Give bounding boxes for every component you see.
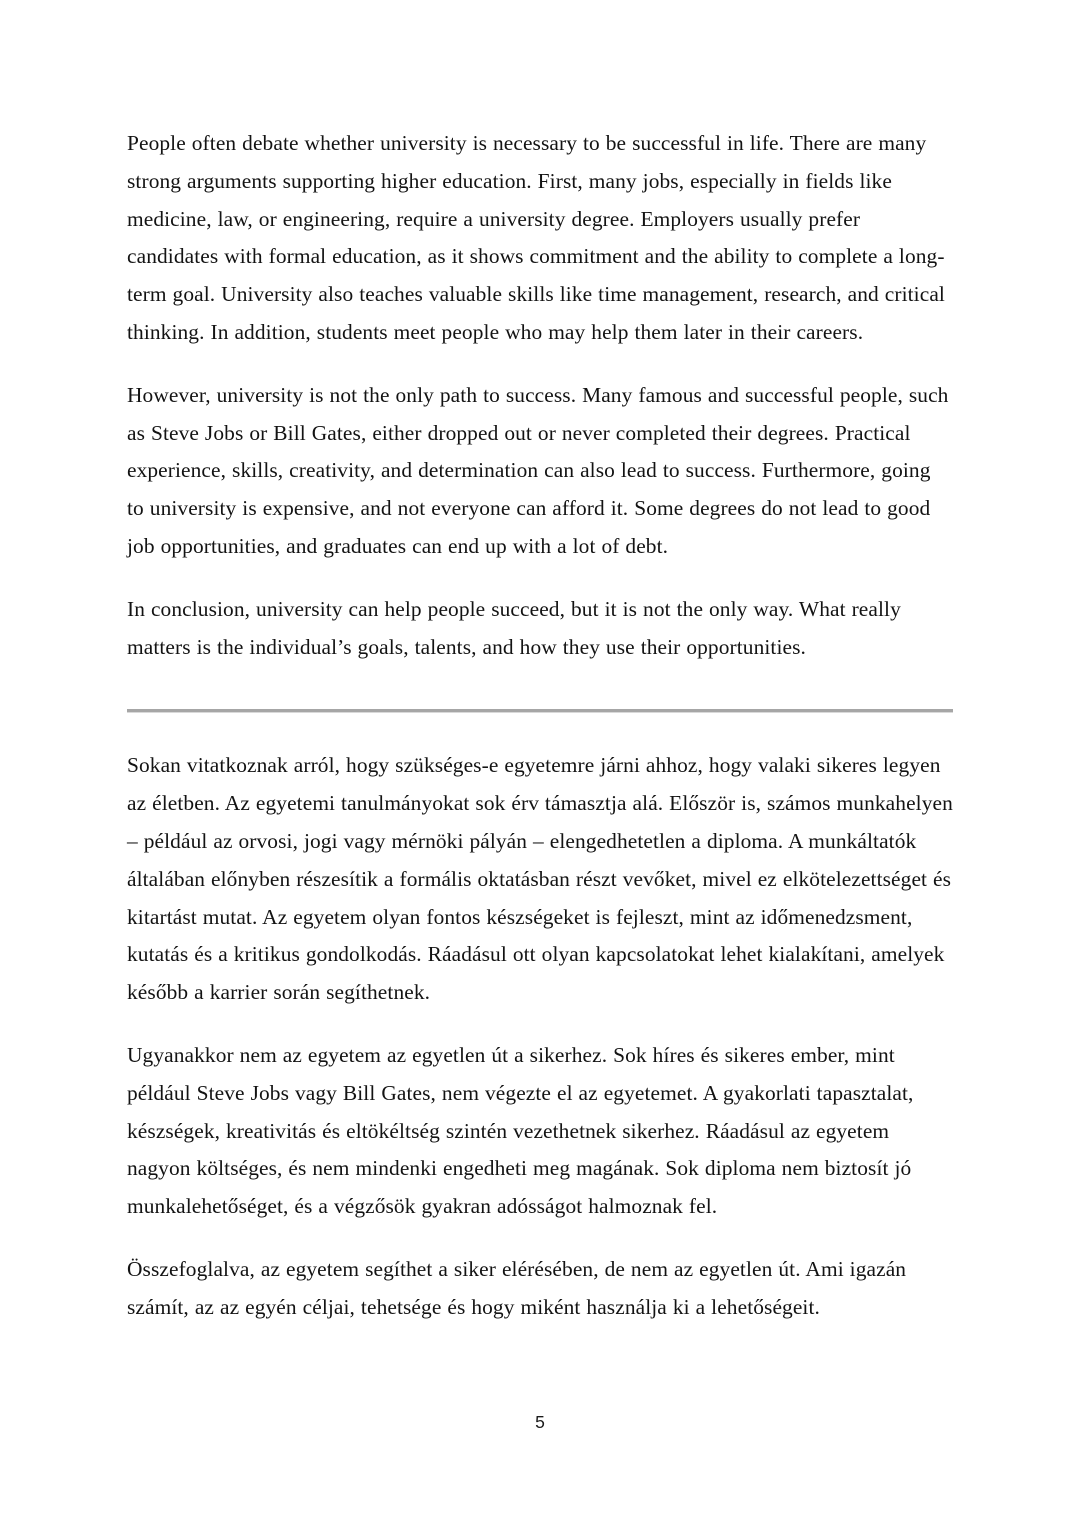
english-paragraph-2: However, university is not the only path to success. Many famous and successful people, such as Steve Jobs or Bill Gates, either dropped out or never completed their degrees. Practical experience, skills, creativity, and determination can also lead to success. Furthermore, going to university is expensive, and not everyone can afford it. Some degrees do not lead to good job opportunities, and graduates can end up with a lot of debt.	[127, 382, 949, 558]
english-paragraph-1: People often debate whether university is necessary to be successful in life. There are many strong arguments supporting higher education. First, many jobs, especially in fields like medicine, law, or engineering, require a university degree. Employers usually prefer candidates with formal education, as it shows commitment and the ability to complete a long-term goal. University also teaches valuable skills like time management, research, and critical thinking. In addition, students meet people who may help them later in their careers.	[127, 131, 945, 344]
hungarian-paragraph-3: Összefoglalva, az egyetem segíthet a siker elérésében, de nem az egyetlen út. Ami igazán számít, az az egyén céljai, tehetsége és hogy miként használja ki a lehetőségeit.	[127, 1256, 907, 1319]
hungarian-paragraph-1: Sokan vitatkoznak arról, hogy szükséges-e egyetemre járni ahhoz, hogy valaki sikeres legyen az életben. Az egyetemi tanulmányokat sok érv támasztja alá. Először is, számos munkahelyen – például az orvosi, jogi vagy mérnöki pályán – elengedhetetlen a diploma. A munkáltatók általában előnyben részesítik a formális oktatásban részt vevőket, mivel ez elkötelezettséget és kitartást mutat. Az egyetem olyan fontos készségeket is fejleszt, mint az időmenedzsment, kutatás és a kritikus gondolkodás. Ráadásul ott olyan kapcsolatokat lehet kialakítani, amelyek később a karrier során segíthetnek.	[127, 753, 953, 1005]
essay-hungarian-section	[127, 747, 953, 1326]
page-footer	[0, 1412, 1080, 1433]
essay-english-section	[127, 125, 953, 666]
section-divider-rule	[127, 709, 953, 713]
hungarian-paragraph-2: Ugyanakkor nem az egyetem az egyetlen út a sikerhez. Sok híres és sikeres ember, mint például Steve Jobs vagy Bill Gates, nem végezte el az egyetemet. A gyakorlati tapasztalat, készségek, kreativitás és eltökéltség szintén vezethetnek sikerhez. Ráadásul az egyetem nagyon költséges, és nem mindenki engedheti meg magának. Sok diploma nem biztosít jó munkalehetőséget, és a végzősök gyakran adósságot halmoznak fel.	[127, 1042, 914, 1219]
page-number: 5	[535, 1412, 545, 1432]
english-paragraph-3: In conclusion, university can help people succeed, but it is not the only way. What really matters is the individual’s goals, talents, and how they use their opportunities.	[127, 596, 901, 659]
document-body	[127, 125, 953, 1327]
